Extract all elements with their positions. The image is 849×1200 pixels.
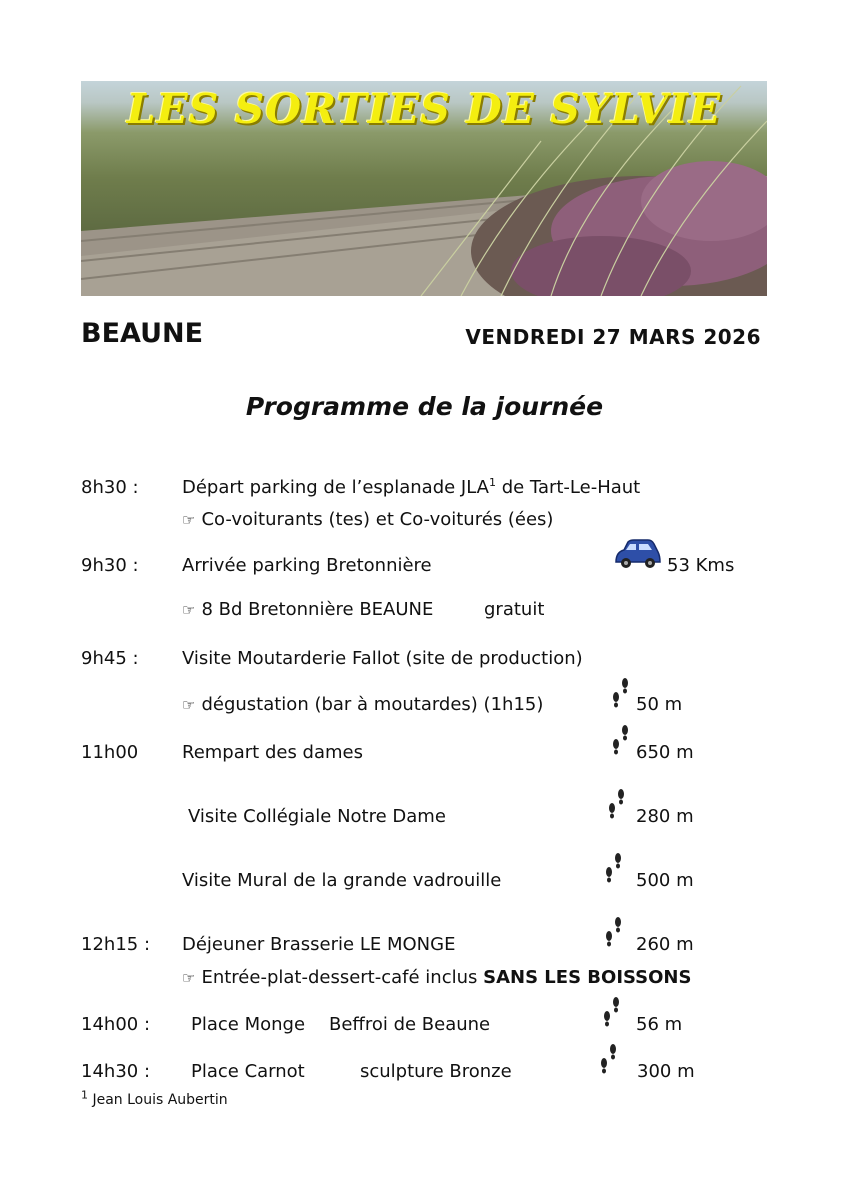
distance-r8: 56 m [636,1014,683,1035]
note-r3 [182,694,543,715]
time-r9: 14h30 : [81,1061,151,1082]
time-r8: 14h00 : [81,1014,151,1035]
activity-r8-extra: Beffroi de Beaune [329,1014,491,1035]
note-r1-text: Co-voiturants (tes) et Co-voiturés (ées) [201,509,554,530]
pointing-hand-icon: ☞ [182,511,196,529]
time-r1: 8h30 : [81,477,139,498]
footnote-number: 1 [81,1088,88,1102]
distance-r6: 500 m [636,870,694,891]
pointing-hand-icon: ☞ [182,696,196,714]
pointing-hand-icon: ☞ [182,969,196,987]
time-r4: 11h00 [81,742,139,763]
time-r2: 9h30 : [81,555,139,576]
activity-r2: Arrivée parking Bretonnière [182,555,432,576]
footsteps-icon [610,677,632,713]
activity-r3: Visite Moutarderie Fallot (site de production) [182,648,583,669]
distance-r4: 650 m [636,742,694,763]
pointing-hand-icon: ☞ [182,601,196,619]
header-banner [81,81,767,296]
footnote-ref: 1 [488,476,496,489]
activity-r6: Visite Mural de la grande vadrouille [182,870,502,891]
activity-r7: Déjeuner Brasserie LE MONGE [182,934,456,955]
note-r7-text: Entrée-plat-dessert-café inclus [201,967,484,988]
footsteps-icon [603,916,625,952]
activity-r8: Place Monge [191,1014,306,1035]
activity-r1-text: Départ parking de l’esplanade JLA [182,477,489,498]
note-r2 [182,599,433,620]
note-r1 [182,509,553,530]
activity-r1 [182,477,640,498]
banner-title: LES SORTIES DE SYLVIE [126,85,722,133]
note-r2-text: 8 Bd Bretonnière BEAUNE [201,599,434,620]
footsteps-icon [606,788,628,824]
programme-title: Programme de la journée [245,392,604,421]
footnote [81,1088,228,1108]
activity-r9: Place Carnot [191,1061,305,1082]
note-r3-text: dégustation (bar à moutardes) (1h15) [201,694,544,715]
activity-r4: Rempart des dames [182,742,363,763]
time-r3: 9h45 : [81,648,139,669]
town-title: BEAUNE [81,318,204,349]
time-r7: 12h15 : [81,934,151,955]
footsteps-icon [601,996,623,1032]
distance-r3: 50 m [636,694,683,715]
distance-r7: 260 m [636,934,694,955]
note-r7 [182,967,691,988]
note-r2-extra: gratuit [484,599,545,620]
event-date: VENDREDI 27 MARS 2026 [465,325,761,349]
car-icon [612,538,662,570]
note-r7-bold: SANS LES BOISSONS [483,967,692,988]
footsteps-icon [598,1043,620,1079]
distance-r9: 300 m [637,1061,695,1082]
activity-r5: Visite Collégiale Notre Dame [188,806,446,827]
activity-r1-text-after: de Tart-Le-Haut [495,477,641,498]
footsteps-icon [610,724,632,760]
distance-r2: 53 Kms [667,555,735,576]
distance-r5: 280 m [636,806,694,827]
footsteps-icon [603,852,625,888]
activity-r9-extra: sculpture Bronze [360,1061,512,1082]
footnote-text: Jean Louis Aubertin [88,1092,228,1108]
